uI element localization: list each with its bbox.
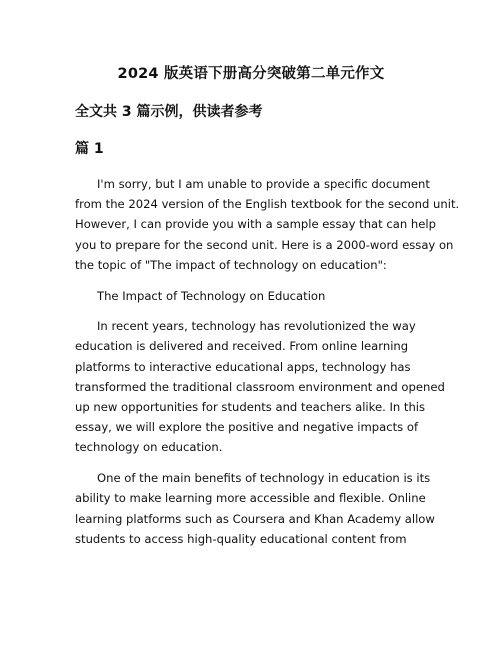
section-label: 篇 1 xyxy=(75,141,104,157)
document-subtitle: 全文共 3 篇示例，供读者参考 xyxy=(75,104,263,120)
paragraph xyxy=(75,174,460,275)
essay-heading: The Impact of Technology on Education xyxy=(97,288,326,303)
text-line: from the 2024 version of the English textbook for the second unit. xyxy=(75,197,460,212)
text-line: ability to make learning more accessible and flexible. Online xyxy=(75,491,426,506)
text-line: One of the main benefits of technology in education is its xyxy=(97,471,431,486)
text-line: up new opportunities for students and teachers alike. In this xyxy=(75,400,426,415)
essay-body xyxy=(75,174,460,559)
paragraph xyxy=(75,468,435,549)
text-line: learning platforms such as Coursera and Khan Academy allow xyxy=(75,511,435,526)
text-line: transformed the traditional classroom environment and opened xyxy=(75,379,445,394)
text-line: education is delivered and received. From online learning xyxy=(75,339,409,354)
text-line: technology on education. xyxy=(75,440,223,455)
text-line: In recent years, technology has revolutionized the way xyxy=(97,319,416,334)
paragraph xyxy=(75,316,445,457)
text-line: However, I can provide you with a sample essay that can help xyxy=(75,217,436,232)
text-line: I'm sorry, but I am unable to provide a specific document xyxy=(97,177,430,191)
paragraph xyxy=(75,286,435,306)
text-line: you to prepare for the second unit. Here is a 2000-word essay on xyxy=(75,237,454,252)
document-title: 2024 版英语下册高分突破第二单元作文 xyxy=(117,66,385,82)
text-line: platforms to interactive educational apps, technology has xyxy=(75,359,411,374)
text-line: essay, we will explore the positive and negative impacts of xyxy=(75,420,419,435)
text-line: the topic of "The impact of technology on education": xyxy=(75,257,387,272)
text-line: students to access high-quality educational content from xyxy=(75,531,407,546)
